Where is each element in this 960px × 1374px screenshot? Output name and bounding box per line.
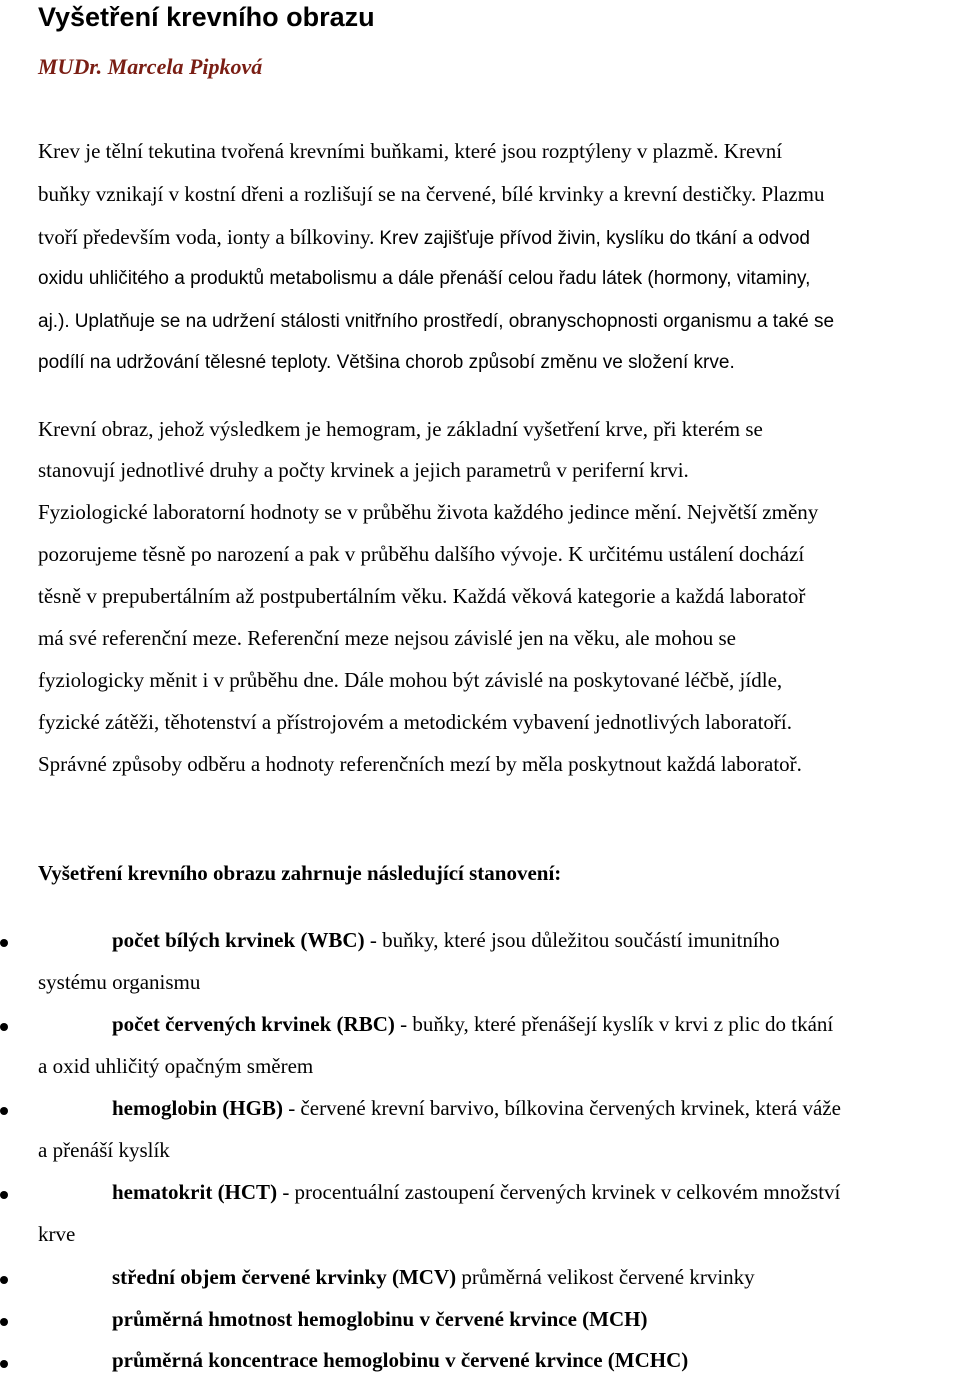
list-item-term: střední objem červené krvinky (MCV) (112, 1265, 457, 1289)
list-item-term: počet bílých krvinek (WBC) (112, 928, 365, 952)
list-item-desc: - buňky, které jsou důležitou součástí imunitního (364, 928, 780, 952)
list-item-term: průměrná koncentrace hemoglobinu v červené krvince (MCHC) (112, 1348, 689, 1372)
paragraph2-line: Správné způsoby odběru a hodnoty referenčních mezí by měla poskytnout každá laboratoř. (38, 752, 802, 776)
paragraph1-line: buňky vznikají v kostní dřeni a rozlišují se na červené, bílé krvinky a krevní destičky. Plazmu (38, 182, 825, 206)
list-item-line (112, 1305, 647, 1333)
list-item-line (112, 926, 780, 954)
list-item-continuation: a přenáší kyslík (38, 1138, 170, 1162)
list-item-term: hematokrit (HCT) (112, 1180, 278, 1204)
paragraph1-segment: aj.). (38, 311, 70, 332)
list-item-continuation: systému organismu (38, 970, 201, 994)
list-item-term: počet červených krvinek (RBC) (112, 1012, 395, 1036)
bullet-icon (0, 1360, 8, 1368)
paragraph2-line: Fyziologické laboratorní hodnoty se v průběhu života každého jedince mění. Největší změny (38, 500, 819, 524)
list-item-desc: - červené krevní barvivo, bílkovina červených krvinek, která váže (282, 1096, 841, 1120)
bullet-icon (0, 1318, 8, 1326)
paragraph1-segment: tvoří především voda, ionty a bílkoviny. (38, 225, 375, 249)
paragraph2-line: fyzické zátěži, těhotenství a přístrojovém a metodickém vybavení jednotlivých laboratoří. (38, 710, 792, 734)
paragraph1-segment: Krev zajišťuje přívod živin, kyslíku do tkání a odvod (379, 228, 810, 249)
list-heading: Vyšetření krevního obrazu zahrnuje následující stanovení: (38, 861, 562, 885)
list-item-line (112, 1263, 755, 1291)
list-item-desc: průměrná velikost červené krvinky (456, 1265, 755, 1289)
paragraph1-line (38, 223, 810, 253)
paragraph1-line: podílí na udržování tělesné teploty. Většina chorob způsobí změnu ve složení krve. (38, 352, 735, 373)
paragraph1-segment: Uplatňuje se na udržení stálosti vnitřního prostředí, obranyschopnosti organismu a také se (74, 311, 835, 332)
bullet-icon (0, 1276, 8, 1284)
paragraph1-line (38, 307, 834, 336)
list-item-term: průměrná hmotnost hemoglobinu v červené krvince (MCH) (112, 1307, 648, 1331)
page-title: Vyšetření krevního obrazu (38, 2, 375, 32)
paragraph2-line: těsně v prepubertálním až postpubertálním věku. Každá věková kategorie a každá laboratoř (38, 584, 806, 608)
list-item-desc: - procentuální zastoupení červených krvinek v celkovém množství (277, 1180, 841, 1204)
bullet-icon (0, 939, 8, 947)
author-name: MUDr. Marcela Pipková (38, 54, 263, 79)
paragraph1-line: oxidu uhličitého a produktů metabolismu a dále přenáší celou řadu látek (hormony, vitaminy, (38, 268, 811, 289)
list-item-line (112, 1346, 688, 1374)
bullet-icon (0, 1107, 8, 1115)
paragraph2-line: stanovují jednotlivé druhy a počty krvinek a jejich parametrů v periferní krvi. (38, 458, 689, 482)
paragraph2-line: pozorujeme těsně po narození a pak v průběhu dalšího vývoje. K určitému ustálení dochází (38, 542, 805, 566)
paragraph2-line: Krevní obraz, jehož výsledkem je hemogram, je základní vyšetření krve, při kterém se (38, 417, 763, 441)
list-item-continuation: krve (38, 1222, 76, 1246)
paragraph2-line: fyziologicky měnit i v průběhu dne. Dále mohou být závislé na poskytované léčbě, jídle, (38, 668, 783, 692)
bullet-icon (0, 1023, 8, 1031)
list-item-continuation: a oxid uhličitý opačným směrem (38, 1054, 314, 1078)
paragraph2-line: má své referenční meze. Referenční meze nejsou závislé jen na věku, ale mohou se (38, 626, 736, 650)
list-item-desc: - buňky, které přenášejí kyslík v krvi z plic do tkání (394, 1012, 834, 1036)
paragraph1-line: Krev je tělní tekutina tvořená krevními buňkami, které jsou rozptýleny v plazmě. Krevní (38, 139, 783, 163)
list-item-term: hemoglobin (HGB) (112, 1096, 283, 1120)
list-item-line (112, 1178, 840, 1206)
list-item-line (112, 1010, 833, 1038)
bullet-icon (0, 1191, 8, 1199)
list-item-line (112, 1094, 841, 1122)
